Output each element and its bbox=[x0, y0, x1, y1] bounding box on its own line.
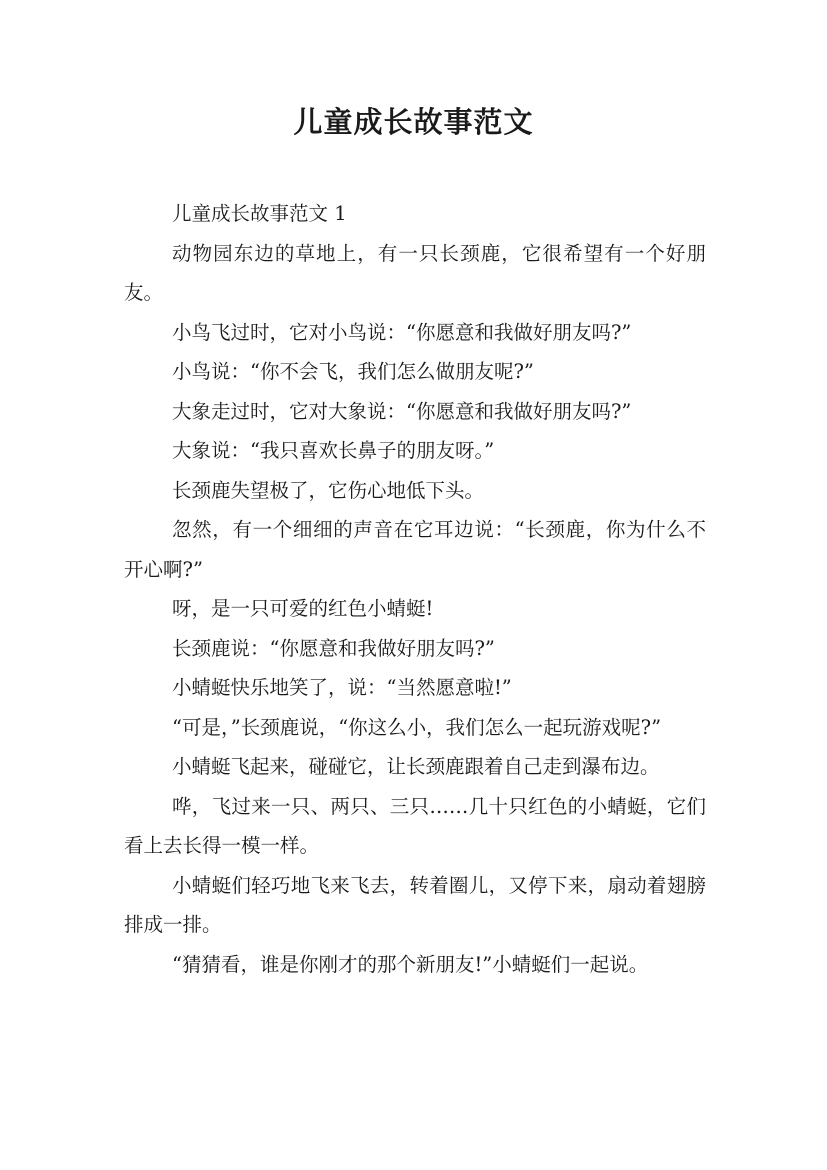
paragraph: 小蜻蜓飞起来，碰碰它，让长颈鹿跟着自己走到瀑布边。 bbox=[172, 755, 660, 778]
paragraph: 长颈鹿说：“你愿意和我做好朋友吗?” bbox=[172, 636, 495, 660]
paragraph-heading: 儿童成长故事范文 1 bbox=[172, 202, 347, 225]
document-title: 儿童成长故事范文 bbox=[293, 105, 534, 139]
paragraph: 哗，飞过来一只、两只、三只……几十只红色的小蜻蜓，它们看上去长得一模一样。 bbox=[124, 794, 706, 857]
paragraph: 大象说：“我只喜欢长鼻子的朋友呀。” bbox=[172, 439, 495, 462]
paragraph: 小蜻蜓快乐地笑了，说：“当然愿意啦!” bbox=[172, 676, 512, 699]
paragraph: “可是，”长颈鹿说，“你这么小，我们怎么一起玩游戏呢?” bbox=[172, 715, 662, 739]
paragraph: 长颈鹿失望极了，它伤心地低下头。 bbox=[172, 478, 485, 502]
paragraph: 大象走过时，它对大象说：“你愿意和我做好朋友吗?” bbox=[172, 399, 632, 423]
paragraph: 呀，是一只可爱的红色小蜻蜓! bbox=[172, 597, 434, 620]
paragraph: 小蜻蜓们轻巧地飞来飞去，转着圈儿，又停下来，扇动着翅膀排成一排。 bbox=[124, 873, 706, 936]
paragraph: 忽然，有一个细细的声音在它耳边说：“长颈鹿，你为什么不开心啊?” bbox=[124, 518, 706, 581]
paragraph: “猜猜看，谁是你刚才的那个新朋友!”小蜻蜓们一起说。 bbox=[172, 952, 649, 976]
paragraph: 动物园东边的草地上，有一只长颈鹿，它很希望有一个好朋友。 bbox=[124, 241, 706, 304]
paragraph: 小鸟飞过时，它对小鸟说：“你愿意和我做好朋友吗?” bbox=[172, 320, 632, 344]
document-body bbox=[124, 194, 706, 984]
paragraph: 小鸟说：“你不会飞，我们怎么做朋友呢?” bbox=[172, 360, 534, 383]
